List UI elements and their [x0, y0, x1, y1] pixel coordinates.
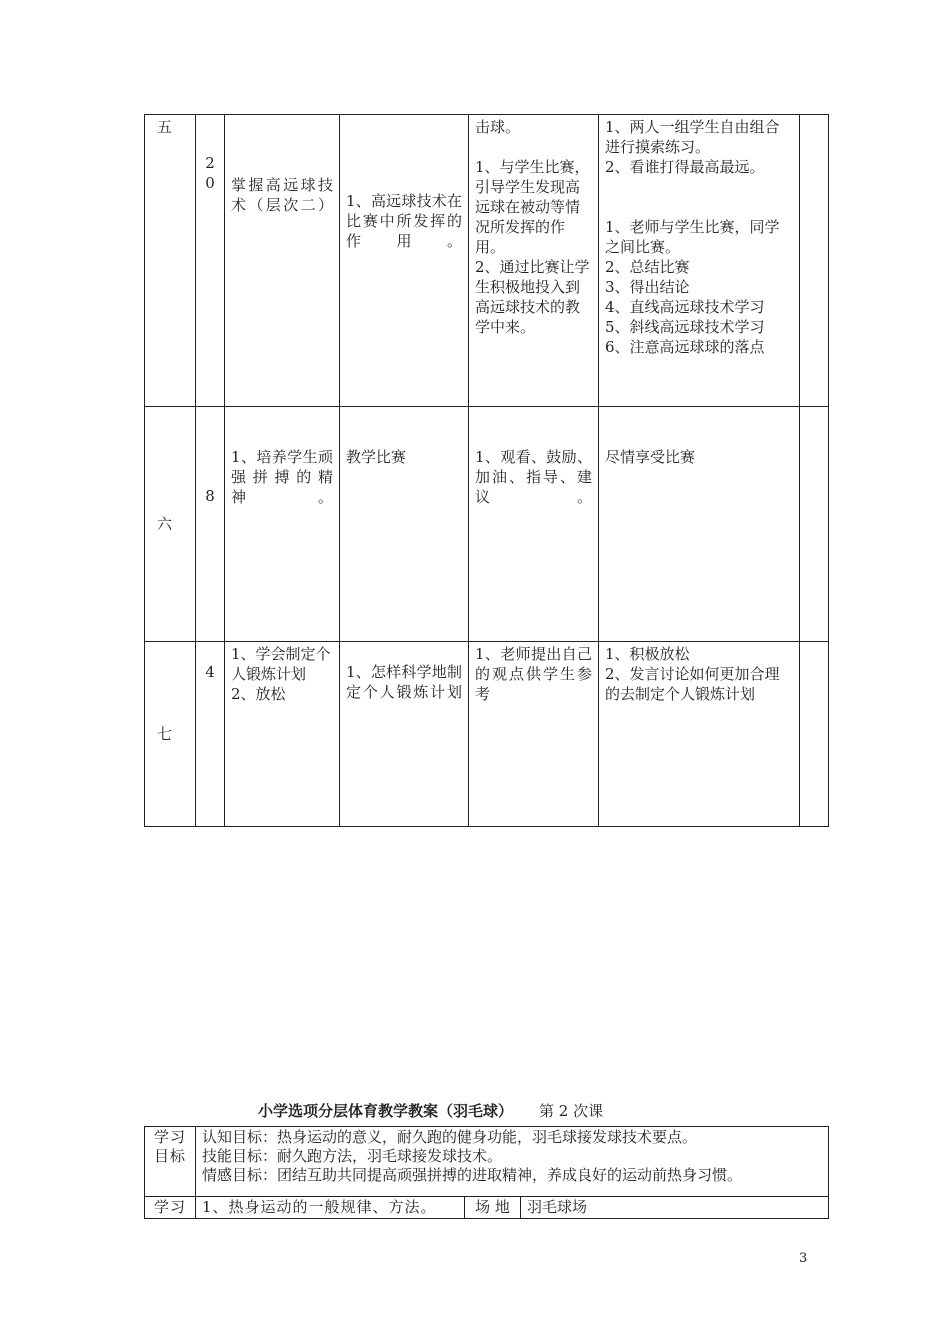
- goal-cell: [340, 642, 469, 827]
- teacher-activity-text: 1、老师提出自己的观点供学生参考: [475, 645, 592, 703]
- student-activity-cell: 尽情享受比赛: [599, 407, 800, 642]
- goal-cell: [340, 115, 469, 407]
- minutes-cell: 8: [196, 407, 225, 642]
- empty-cell: [800, 115, 829, 407]
- lesson2-number: 第 2 次课: [539, 1102, 604, 1120]
- goal-text: 1、怎样科学地制定个人锻炼计划: [346, 663, 462, 701]
- teacher-activity-cell: [469, 407, 599, 642]
- cognitive-goal: 认知目标：热身运动的意义，耐久跑的健身功能，羽毛球接发球技术要点。: [202, 1128, 698, 1146]
- content-cell: [225, 115, 340, 407]
- table-row: [145, 407, 829, 642]
- goals-row: [145, 1127, 829, 1197]
- table-row: [145, 642, 829, 827]
- section-number: 五: [145, 115, 196, 407]
- empty-cell: [800, 407, 829, 642]
- section-number: 六: [145, 407, 196, 642]
- venue-label: 场 地: [465, 1197, 521, 1219]
- minutes-cell: 2 0: [196, 115, 225, 407]
- empty-cell: [800, 642, 829, 827]
- student-activity-cell: 1、积极放松 2、发言讨论如何更加合理的去制定个人锻炼计划: [599, 642, 800, 827]
- goal-cell: 教学比赛: [340, 407, 469, 642]
- goals-label: 学习目标: [145, 1127, 196, 1197]
- affective-goal: 情感目标：团结互助共同提高顽强拼搏的进取精神，养成良好的运动前热身习惯。: [202, 1166, 743, 1184]
- skill-goal: 技能目标：耐久跑方法，羽毛球接发球技术。: [202, 1147, 503, 1165]
- goal-text: 1、高远球技术在比赛中所发挥的作用。: [346, 192, 462, 250]
- content-text: 掌握高远球技术（层次二）: [231, 176, 333, 214]
- lesson2-title: 小学选项分层体育教学教案（羽毛球）: [258, 1102, 514, 1120]
- lesson-plan-table: [144, 114, 829, 827]
- content-cell: [225, 407, 340, 642]
- table-row: [145, 115, 829, 407]
- content-cell: 1、热身运动的一般规律、方法。: [196, 1197, 465, 1219]
- venue-cell: 羽毛球场: [521, 1197, 829, 1219]
- content-row: [145, 1197, 829, 1219]
- content-text: 1、培养学生顽强拼搏的精神。: [231, 448, 333, 506]
- teacher-activity-cell: [469, 642, 599, 827]
- teacher-activity-text: 1、观看、鼓励、加油、指导、建议。: [475, 448, 592, 506]
- teacher-activity-cell: 击球。 1、与学生比赛，引导学生发现高远球在被动等情况所发挥的作用。 2、通过比赛让学生积极地投入到高远球技术的教学中来。: [469, 115, 599, 407]
- content-cell: 1、学会制定个人锻炼计划 2、放松: [225, 642, 340, 827]
- student-activity-cell: 1、两人一组学生自由组合进行摸索练习。 2、看谁打得最高最远。 1、老师与学生比赛，同学之间比赛。 2、总结比赛 3、得出结论 4、直线高远球技术学习 5、斜线高远球技术学习 6、注意高远球球的落点: [599, 115, 800, 407]
- lesson2-heading: [258, 1100, 603, 1122]
- goals-cell: [196, 1127, 829, 1197]
- lesson2-table: [144, 1126, 829, 1219]
- content-label: 学习: [145, 1197, 196, 1219]
- minutes-cell: 4: [196, 642, 225, 827]
- section-number: 七: [145, 642, 196, 827]
- page-number: 3: [799, 1251, 808, 1266]
